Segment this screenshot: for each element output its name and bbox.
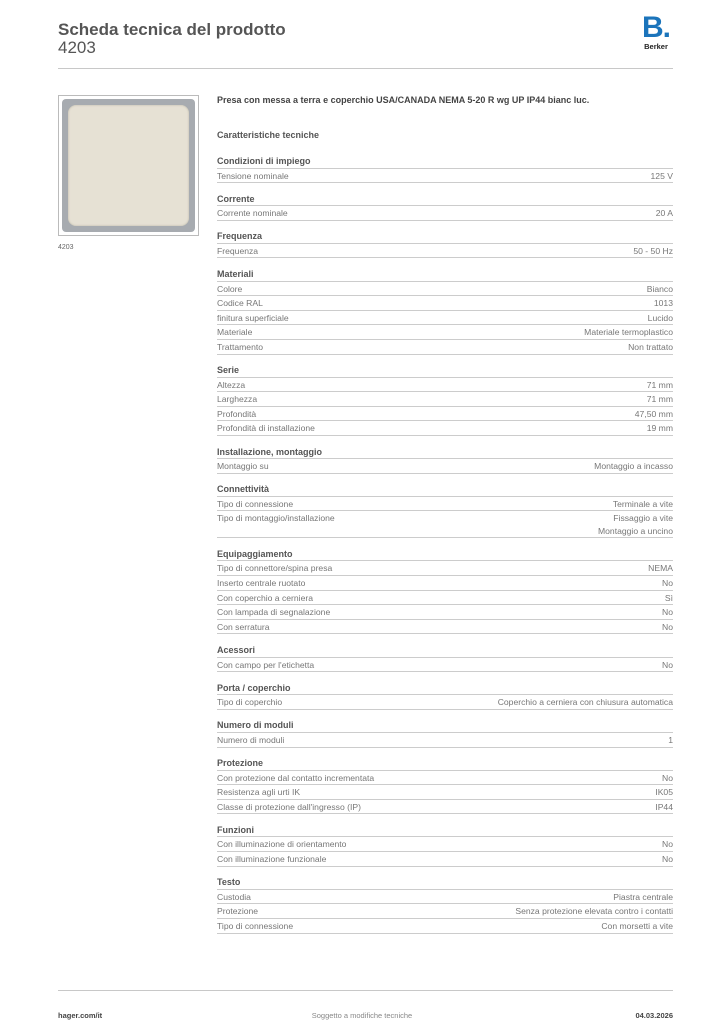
spec-value: Non trattato xyxy=(628,341,673,352)
spec-group xyxy=(217,267,673,354)
logo-mark: B. xyxy=(642,11,670,44)
spec-group xyxy=(217,718,673,747)
spec-row xyxy=(217,576,673,591)
spec-value: Terminale a vite xyxy=(612,498,673,509)
spec-value: NEMA xyxy=(648,563,673,574)
spec-label: Corrente nominale xyxy=(217,208,288,219)
logo-text: Berker xyxy=(644,42,668,51)
footer-divider xyxy=(58,990,673,991)
spec-row xyxy=(217,511,673,538)
spec-group-title: Equipaggiamento xyxy=(217,547,673,562)
spec-row xyxy=(217,325,673,340)
spec-group-title: Serie xyxy=(217,363,673,378)
spec-label: Profondità xyxy=(217,408,257,419)
spec-group-title: Materiali xyxy=(217,267,673,282)
image-caption: 4203 xyxy=(58,244,74,251)
spec-value: No xyxy=(662,621,673,632)
spec-row xyxy=(217,591,673,606)
spec-value: IK05 xyxy=(655,787,673,798)
spec-row xyxy=(217,561,673,576)
spec-value: 1 xyxy=(668,734,673,745)
spec-value: 20 A xyxy=(655,208,673,219)
spec-value: Piastra centrale xyxy=(613,891,673,902)
spec-row xyxy=(217,904,673,919)
spec-label: Trattamento xyxy=(217,341,264,352)
specs-table xyxy=(217,154,673,942)
spec-row xyxy=(217,169,673,184)
spec-group xyxy=(217,875,673,933)
spec-group-title: Protezione xyxy=(217,756,673,771)
spec-row xyxy=(217,282,673,297)
spec-group-title: Numero di moduli xyxy=(217,718,673,733)
spec-value: No xyxy=(662,659,673,670)
spec-value: 71 mm xyxy=(646,394,673,405)
spec-label: Frequenza xyxy=(217,245,259,256)
spec-group-title: Condizioni di impiego xyxy=(217,154,673,169)
spec-group xyxy=(217,192,673,221)
spec-label: Materiale xyxy=(217,327,253,338)
footer-note: Soggetto a modifiche tecniche xyxy=(311,1011,413,1020)
spec-group xyxy=(217,229,673,258)
product-image xyxy=(58,95,199,236)
spec-label: Con lampada di segnalazione xyxy=(217,607,331,618)
spec-label: Tipo di connessione xyxy=(217,920,294,931)
spec-label: Tensione nominale xyxy=(217,170,289,181)
spec-group-title: Connettività xyxy=(217,482,673,497)
spec-value: IP44 xyxy=(655,801,673,812)
spec-group-title: Corrente xyxy=(217,192,673,207)
spec-value: No xyxy=(662,839,673,850)
spec-group xyxy=(217,643,673,672)
spec-label: Resistenza agli urti IK xyxy=(217,787,301,798)
spec-row xyxy=(217,340,673,355)
spec-value: Sì xyxy=(664,592,673,603)
spec-label: Tipo di connessione xyxy=(217,498,294,509)
spec-label: Tipo di coperchio xyxy=(217,697,283,708)
spec-row xyxy=(217,785,673,800)
spec-row xyxy=(217,296,673,311)
spec-value: Senza protezione elevata contro i contatti xyxy=(515,906,673,917)
spec-label: Con illuminazione funzionale xyxy=(217,854,327,865)
spec-row xyxy=(217,733,673,748)
spec-group-title: Acessori xyxy=(217,643,673,658)
spec-label: Con illuminazione di orientamento xyxy=(217,839,347,850)
spec-row xyxy=(217,407,673,422)
spec-row xyxy=(217,244,673,259)
spec-row xyxy=(217,497,673,512)
spec-label: Altezza xyxy=(217,379,246,390)
spec-group xyxy=(217,445,673,474)
spec-group xyxy=(217,681,673,710)
spec-value: 50 - 50 Hz xyxy=(633,245,673,256)
spec-row xyxy=(217,837,673,852)
spec-label: Codice RAL xyxy=(217,298,263,309)
spec-row xyxy=(217,919,673,934)
berker-logo xyxy=(638,11,674,51)
spec-value: No xyxy=(662,854,673,865)
spec-row xyxy=(217,771,673,786)
spec-value: Coperchio a cerniera con chiusura automatica xyxy=(497,697,673,708)
spec-value: No xyxy=(662,578,673,589)
spec-row xyxy=(217,378,673,393)
product-code: 4203 xyxy=(58,38,96,57)
spec-group xyxy=(217,756,673,814)
spec-group xyxy=(217,482,673,538)
spec-value: Montaggio a incasso xyxy=(594,461,673,472)
header-divider xyxy=(58,68,673,69)
spec-group xyxy=(217,154,673,183)
spec-row xyxy=(217,620,673,635)
spec-group-title: Installazione, montaggio xyxy=(217,445,673,460)
spec-value: Con morsetti a vite xyxy=(601,920,673,931)
spec-label: Montaggio su xyxy=(217,461,269,472)
spec-label: Con campo per l'etichetta xyxy=(217,659,315,670)
spec-group xyxy=(217,363,673,436)
spec-row xyxy=(217,605,673,620)
footer-website[interactable]: hager.com/it xyxy=(58,1011,103,1020)
spec-label: Tipo di connettore/spina presa xyxy=(217,563,333,574)
spec-value: Fissaggio a vite Montaggio a uncino xyxy=(597,513,673,536)
spec-value: No xyxy=(662,607,673,618)
spec-value: 71 mm xyxy=(646,379,673,390)
spec-value: Materiale termoplastico xyxy=(584,327,673,338)
spec-label: Numero di moduli xyxy=(217,734,285,745)
spec-label: Tipo di montaggio/installazione xyxy=(217,513,335,524)
spec-row xyxy=(217,459,673,474)
spec-group xyxy=(217,823,673,867)
spec-value: 1013 xyxy=(653,298,673,309)
spec-label: Protezione xyxy=(217,906,259,917)
spec-label: Inserto centrale ruotato xyxy=(217,578,306,589)
spec-label: Larghezza xyxy=(217,394,258,405)
spec-group-title: Frequenza xyxy=(217,229,673,244)
spec-value: 19 mm xyxy=(646,423,673,434)
socket-cover xyxy=(68,105,189,226)
spec-value: No xyxy=(662,772,673,783)
spec-group xyxy=(217,547,673,634)
spec-row xyxy=(217,800,673,815)
spec-value: Lucido xyxy=(647,312,673,323)
spec-row xyxy=(217,890,673,905)
spec-label: Con protezione dal contatto incrementata xyxy=(217,772,375,783)
spec-row xyxy=(217,658,673,673)
spec-group-title: Testo xyxy=(217,875,673,890)
spec-label: Con coperchio a cerniera xyxy=(217,592,314,603)
spec-row xyxy=(217,311,673,326)
spec-label: Con serratura xyxy=(217,621,270,632)
product-title: Presa con messa a terra e coperchio USA/CANADA NEMA 5-20 R wg UP IP44 bianc luc. xyxy=(217,95,590,105)
spec-value: 47,50 mm xyxy=(634,408,673,419)
spec-value: Bianco xyxy=(646,283,673,294)
spec-row xyxy=(217,206,673,221)
footer-date: 04.03.2026 xyxy=(635,1011,673,1020)
spec-label: Classe di protezione dall'ingresso (IP) xyxy=(217,801,361,812)
spec-group-title: Funzioni xyxy=(217,823,673,838)
spec-label: finitura superficiale xyxy=(217,312,289,323)
spec-row xyxy=(217,852,673,867)
spec-row xyxy=(217,421,673,436)
spec-row xyxy=(217,695,673,710)
spec-row xyxy=(217,392,673,407)
spec-label: Colore xyxy=(217,283,243,294)
spec-group-title: Porta / coperchio xyxy=(217,681,673,696)
spec-value: 125 V xyxy=(650,170,673,181)
spec-label: Custodia xyxy=(217,891,251,902)
page-title: Scheda tecnica del prodotto xyxy=(58,20,286,39)
spec-label: Profondità di installazione xyxy=(217,423,315,434)
specs-title: Caratteristiche tecniche xyxy=(217,130,320,140)
